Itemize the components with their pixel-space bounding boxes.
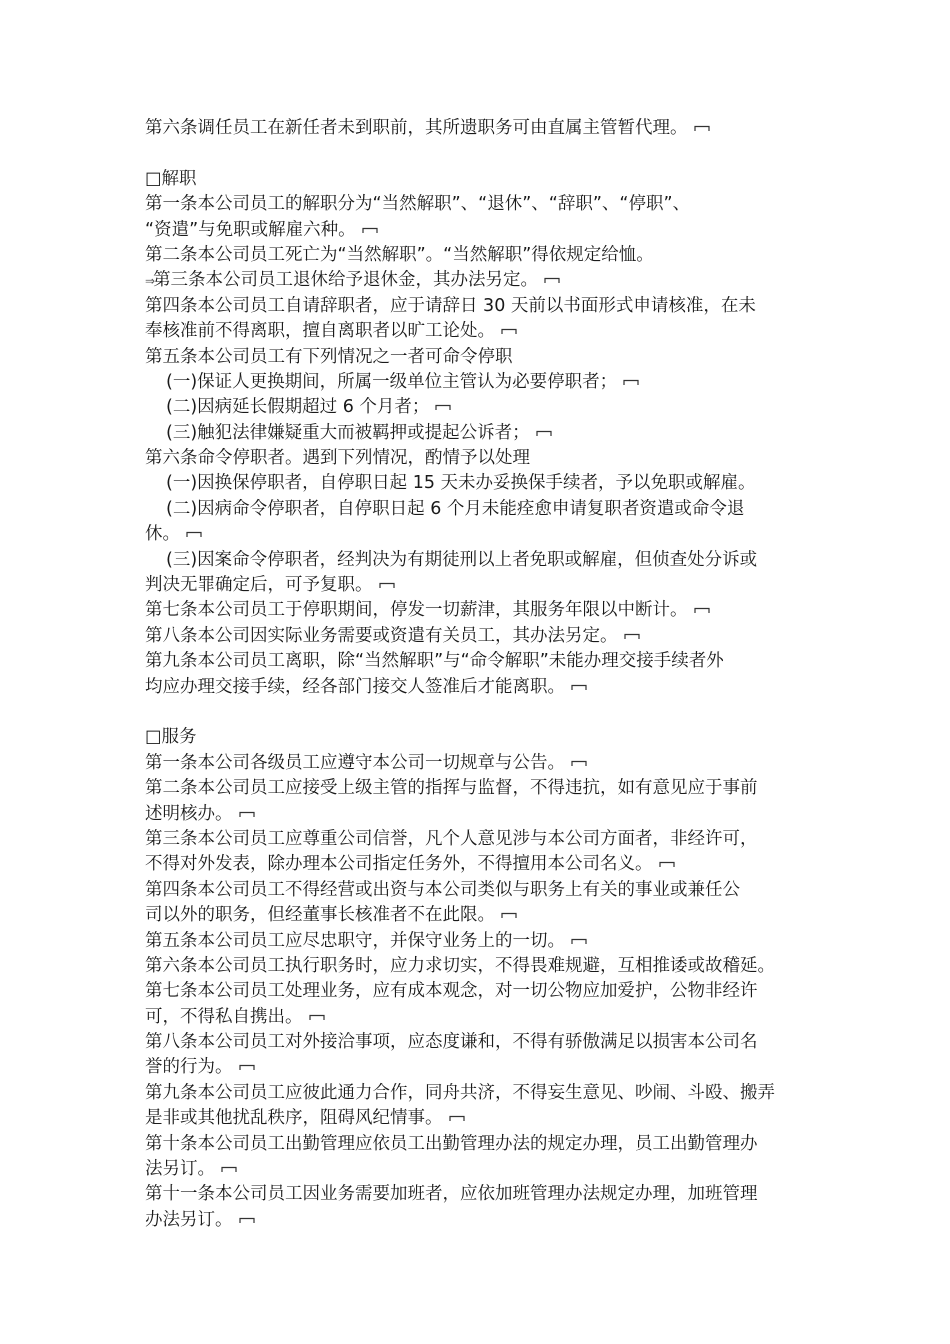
line-text: 可，不得私自携出。 (145, 1006, 303, 1027)
paragraph-mark-icon (239, 811, 255, 818)
text-line (145, 827, 810, 852)
line-text: 述明核办。 (145, 803, 233, 824)
line-text: 第六条调任员工在新任者未到职前，其所遗职务可由直属主管暂代理。 (145, 118, 688, 138)
paragraph-mark-icon (309, 1014, 325, 1021)
paragraph-mark-icon (571, 760, 587, 767)
text-line (145, 1081, 810, 1106)
text-line (145, 802, 810, 827)
line-text: 第八条本公司因实际业务需要或资遣有关员工，其办法另定。 (145, 625, 618, 646)
line-text: 第十条本公司员工出勤管理应依员工出勤管理办法的规定办理，员工出勤管理办 (145, 1133, 758, 1154)
text-line (145, 878, 810, 903)
line-text: 不得对外发表，除办理本公司指定任务外，不得擅用本公司名义。 (145, 854, 653, 875)
text-line (145, 573, 810, 598)
document-body (145, 116, 810, 1233)
line-text: 第七条本公司员工于停职期间，停发一切薪津，其服务年限以中断计。 (145, 600, 688, 621)
line-text: 第二条本公司员工死亡为“当然解职”。“当然解职”得依规定给恤。 (145, 244, 654, 265)
text-line (145, 649, 810, 674)
text-line (145, 979, 810, 1004)
paragraph-mark-icon (624, 633, 640, 640)
paragraph-mark-icon (571, 684, 587, 691)
line-text: 司以外的职务，但经董事长核准者不在此限。 (145, 905, 495, 926)
text-line (145, 852, 810, 877)
text-line (145, 243, 810, 268)
text-line (145, 522, 810, 547)
text-line (145, 1106, 810, 1131)
text-line (145, 471, 810, 496)
section-gap (145, 700, 810, 725)
paragraph-mark-icon (571, 938, 587, 945)
line-text: 第九条本公司员工应彼此通力合作，同舟共济，不得妄生意见、吵闹、斗殴、搬弄 (145, 1082, 775, 1103)
section-heading: □服务 (145, 727, 197, 748)
paragraph-mark-icon (449, 1115, 465, 1122)
text-line (145, 116, 810, 141)
text-line (145, 751, 810, 776)
text-line (145, 624, 810, 649)
text-line (145, 192, 810, 217)
line-text: (一)因换保停职者，自停职日起 15 天未办妥换保手续者，予以免职或解雇。 (166, 473, 756, 494)
paragraph-mark-icon (239, 1217, 255, 1224)
line-text: 是非或其他扰乱秩序，阻碍风纪情事。 (145, 1108, 443, 1129)
paragraph-mark-icon (659, 861, 675, 868)
paragraph-mark-icon (435, 404, 451, 411)
line-text: 第六条命令停职者。遇到下列情况，酌情予以处理 (145, 448, 530, 469)
line-text: 休。 (145, 524, 180, 545)
paragraph-mark-icon (239, 1064, 255, 1071)
text-line (145, 1030, 810, 1055)
text-line (145, 776, 810, 801)
line-text: 办法另订。 (145, 1209, 233, 1230)
line-text: 第十一条本公司员工因业务需要加班者，应依加班管理办法规定办理，加班管理 (145, 1184, 758, 1205)
paragraph-mark-icon (362, 227, 378, 234)
text-line (145, 1132, 810, 1157)
line-text: (三)触犯法律嫌疑重大而被羁押或提起公诉者； (166, 422, 530, 443)
text-line (145, 218, 810, 243)
arrow-icon: ⇒ (145, 274, 154, 289)
line-text: 第三条本公司员工应尊重公司信誉，凡个人意见涉与本公司方面者，非经许可， (145, 828, 758, 849)
paragraph-mark-icon (694, 125, 710, 132)
text-line (145, 345, 810, 370)
line-text: (三)因案命令停职者，经判决为有期徒刑以上者免职或解雇，但侦查处分诉或 (166, 549, 758, 570)
line-text: 第六条本公司员工执行职务时，应力求切实，不得畏难规避，互相推诿或故稽延。 (145, 955, 775, 976)
line-text: 第九条本公司员工离职，除“当然解职”与“命令解职”未能办理交接手续者外 (145, 651, 724, 672)
text-line (145, 294, 810, 319)
line-text: 第七条本公司员工处理业务，应有成本观念，对一切公物应加爱护，公物非经许 (145, 981, 758, 1002)
paragraph-mark-icon (186, 531, 202, 538)
line-text: 第一条本公司员工的解职分为“当然解职”、“退休”、“辞职”、“停职”、 (145, 194, 691, 215)
text-line (145, 903, 810, 928)
line-text: (一)保证人更换期间，所属一级单位主管认为必要停职者； (166, 371, 618, 392)
line-text: 均应办理交接手续，经各部门接交人签准后才能离职。 (145, 676, 565, 697)
text-line (145, 1157, 810, 1182)
line-text: 第八条本公司员工对外接洽事项，应态度谦和，不得有骄傲满足以损害本公司名 (145, 1032, 758, 1053)
text-line (145, 268, 810, 293)
text-line (145, 598, 810, 623)
text-line (145, 370, 810, 395)
line-text: 第一条本公司各级员工应遵守本公司一切规章与公告。 (145, 752, 565, 773)
text-line (145, 497, 810, 522)
paragraph-mark-icon (221, 1166, 237, 1173)
text-line (145, 1182, 810, 1207)
text-line (145, 1055, 810, 1080)
paragraph-mark-icon (694, 607, 710, 614)
line-text: “资遣”与免职或解雇六种。 (145, 219, 356, 240)
paragraph-mark-icon (623, 379, 639, 386)
paragraph-mark-icon (536, 430, 552, 437)
line-text: 判决无罪确定后，可予复职。 (145, 575, 373, 596)
text-line (145, 421, 810, 446)
line-text: (二)因病延长假期超过 6 个月者； (166, 397, 430, 418)
text-line (145, 395, 810, 420)
text-line (145, 929, 810, 954)
line-text: 第四条本公司员工不得经营或出资与本公司类似与职务上有关的事业或兼任公 (145, 879, 740, 900)
line-text: 第五条本公司员工应尽忠职守，并保守业务上的一切。 (145, 930, 565, 951)
text-line (145, 548, 810, 573)
text-line (145, 319, 810, 344)
text-line (145, 675, 810, 700)
paragraph-mark-icon (501, 912, 517, 919)
line-text: (二)因病命令停职者，自停职日起 6 个月未能痊愈申请复职者资遣或命令退 (166, 498, 745, 519)
line-text: 第二条本公司员工应接受上级主管的指挥与监督，不得违抗，如有意见应于事前 (145, 778, 758, 799)
section-heading: □解职 (145, 168, 197, 189)
paragraph-mark-icon (544, 277, 560, 284)
paragraph-mark-icon (379, 582, 395, 589)
text-line (145, 954, 810, 979)
text-line (145, 446, 810, 471)
line-text: 第四条本公司员工自请辞职者，应于请辞日 30 天前以书面形式申请核准，在未 (145, 295, 756, 316)
line-text: 第三条本公司员工退休给予退休金，其办法另定。 (153, 270, 539, 291)
line-text: 第五条本公司员工有下列情况之一者可命令停职 (145, 346, 513, 367)
text-line (145, 1005, 810, 1030)
text-line (145, 1208, 810, 1233)
line-text: 誉的行为。 (145, 1057, 233, 1078)
section-gap (145, 141, 810, 166)
line-text: 法另订。 (145, 1159, 215, 1180)
line-text: 奉核准前不得离职，擅自离职者以旷工论处。 (145, 321, 495, 342)
paragraph-mark-icon (501, 328, 517, 335)
